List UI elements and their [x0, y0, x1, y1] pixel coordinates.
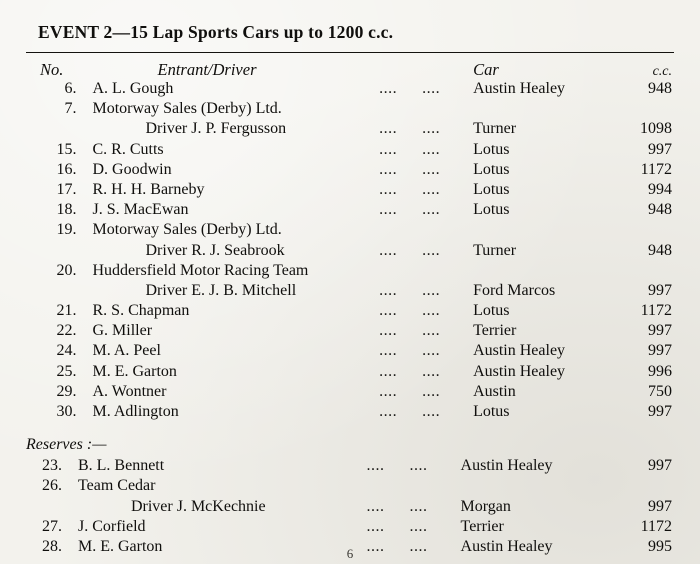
car-name: Lotus	[473, 160, 510, 178]
car-name: Terrier	[460, 517, 504, 535]
dots-filler: .... ....	[366, 517, 428, 535]
dots-filler	[367, 477, 453, 497]
dots-filler: .... ....	[379, 160, 441, 178]
entry-number: 28.	[41, 537, 62, 555]
entry-number: 17.	[56, 180, 77, 198]
engine-capacity: 948	[648, 201, 672, 219]
page-title: EVENT 2—15 Lap Sports Cars up to 1200 c.c.	[38, 22, 394, 42]
entrant-name: A. Wontner	[92, 382, 167, 400]
page-folio: 6	[346, 546, 354, 561]
engine-capacity: 1172	[640, 517, 672, 535]
car-name: Austin Healey	[473, 342, 566, 360]
engine-capacity: 997	[648, 497, 672, 515]
engine-capacity: 948	[648, 80, 672, 97]
entry-number: 24.	[56, 342, 77, 360]
table-row[interactable]	[22, 518, 678, 538]
dots-filler: .... ....	[379, 180, 441, 198]
table-header-row	[22, 60, 678, 80]
car-name: Lotus	[473, 180, 510, 198]
column-header-spacer	[379, 60, 465, 80]
car-name: Lotus	[473, 403, 510, 420]
dots-filler: .... ....	[379, 201, 441, 219]
dots-filler	[379, 262, 465, 282]
dots-filler: .... ....	[366, 537, 428, 555]
engine-capacity	[625, 221, 678, 241]
car-name	[453, 477, 622, 497]
dots-filler: .... ....	[379, 382, 441, 400]
table-row[interactable]	[22, 161, 678, 181]
table-row[interactable]	[22, 201, 678, 221]
entrant-name: M. E. Garton	[92, 362, 177, 380]
entrant-name: Huddersfield Motor Racing Team	[92, 261, 309, 279]
table-row[interactable]	[22, 322, 678, 342]
engine-capacity: 996	[648, 362, 672, 380]
dots-filler: .... ....	[379, 362, 441, 380]
engine-capacity: 997	[648, 457, 672, 475]
entry-number-continuation	[22, 242, 88, 262]
dots-filler: .... ....	[379, 241, 441, 259]
entrant-name: A. L. Gough	[92, 80, 174, 97]
dots-filler: .... ....	[379, 342, 441, 360]
table-row[interactable]	[22, 363, 678, 383]
entry-number: 15.	[56, 140, 77, 158]
entries-table	[22, 60, 678, 423]
entrant-name: J. S. MacEwan	[92, 201, 189, 219]
dots-filler: .... ....	[366, 497, 428, 515]
entrant-name: J. Corfield	[77, 517, 146, 535]
table-row[interactable]	[22, 100, 678, 120]
table-row[interactable]	[22, 141, 678, 161]
entrant-name: B. L. Bennett	[77, 457, 165, 475]
dots-filler: .... ....	[379, 281, 441, 299]
engine-capacity: 997	[648, 140, 672, 158]
entry-number: 27.	[41, 517, 62, 535]
table-row[interactable]	[22, 262, 678, 282]
dots-filler: .... ....	[379, 80, 441, 97]
entrant-name: M. E. Garton	[77, 537, 163, 555]
entry-number: 6.	[64, 80, 77, 97]
dots-filler: .... ....	[379, 322, 441, 340]
car-name: Austin Healey	[460, 537, 553, 555]
car-name: Austin Healey	[473, 362, 566, 380]
engine-capacity: 997	[648, 322, 672, 340]
entry-number: 22.	[56, 322, 77, 340]
engine-capacity: 1172	[640, 160, 672, 178]
engine-capacity: 1098	[640, 120, 672, 138]
column-header-entrant-driver: Entrant/Driver	[157, 60, 257, 79]
column-header-no: No.	[40, 60, 64, 79]
car-name: Austin Healey	[473, 80, 566, 97]
engine-capacity: 994	[648, 180, 672, 198]
dots-filler: .... ....	[379, 140, 441, 158]
engine-capacity: 948	[648, 241, 672, 259]
reserves-body	[22, 457, 678, 558]
engine-capacity: 995	[648, 537, 672, 555]
entry-number-continuation	[22, 498, 73, 518]
car-name: Morgan	[460, 497, 511, 515]
reserves-table	[22, 457, 678, 558]
entry-number: 25.	[56, 362, 77, 380]
dots-filler	[379, 100, 465, 120]
entrant-name: D. Goodwin	[92, 160, 172, 178]
entry-number: 19.	[56, 221, 77, 239]
entry-number: 20.	[56, 261, 77, 279]
reserves-heading: Reserves :—	[26, 436, 107, 454]
table-row-driver[interactable]	[22, 498, 678, 518]
driver-name: Driver R. J. Seabrook	[145, 241, 285, 259]
car-name	[465, 100, 625, 120]
entrant-name: C. R. Cutts	[92, 140, 164, 158]
car-name: Lotus	[473, 201, 510, 219]
table-row[interactable]	[22, 457, 678, 477]
entry-number: 23.	[41, 457, 62, 475]
entry-number: 18.	[56, 201, 77, 219]
car-name: Austin	[473, 382, 516, 400]
entry-number-continuation	[22, 282, 88, 302]
dots-filler	[379, 221, 465, 241]
table-row[interactable]	[22, 477, 678, 497]
entrant-name: Team Cedar	[77, 477, 156, 495]
engine-capacity: 1172	[640, 302, 672, 320]
entry-number: 7.	[64, 100, 77, 118]
engine-capacity	[625, 100, 678, 120]
table-row[interactable]	[22, 302, 678, 322]
table-row-driver[interactable]	[22, 120, 678, 140]
table-row[interactable]	[22, 80, 678, 100]
dots-filler: .... ....	[379, 403, 441, 420]
table-row-driver[interactable]	[22, 282, 678, 302]
table-row-driver[interactable]	[22, 242, 678, 262]
dots-filler: .... ....	[366, 457, 428, 475]
car-name: Lotus	[473, 302, 510, 320]
entrant-name: Motorway Sales (Derby) Ltd.	[92, 100, 282, 118]
table-row[interactable]	[22, 181, 678, 201]
engine-capacity: 997	[648, 281, 672, 299]
entry-number-continuation	[22, 120, 88, 140]
engine-capacity	[622, 477, 678, 497]
table-row[interactable]	[22, 221, 678, 241]
entrant-name: G. Miller	[92, 322, 153, 340]
engine-capacity: 997	[648, 403, 672, 420]
engine-capacity	[625, 262, 678, 282]
table-row[interactable]	[22, 383, 678, 403]
title-rule	[26, 52, 674, 53]
entry-number: 21.	[56, 302, 77, 320]
dots-filler: .... ....	[379, 302, 441, 320]
entry-number: 30.	[56, 403, 77, 420]
car-name	[465, 262, 625, 282]
engine-capacity: 750	[648, 382, 672, 400]
driver-name: Driver J. McKechnie	[130, 497, 266, 515]
entry-number: 16.	[56, 160, 77, 178]
car-name: Turner	[473, 120, 517, 138]
table-row[interactable]	[22, 403, 678, 423]
car-name: Lotus	[473, 140, 510, 158]
entries-body	[22, 80, 678, 423]
entrant-name: M. Adlington	[92, 403, 179, 420]
entry-number: 26.	[41, 477, 62, 495]
driver-name: Driver J. P. Fergusson	[145, 120, 287, 138]
entrant-name: R. H. H. Barneby	[92, 180, 205, 198]
car-name: Terrier	[473, 322, 517, 340]
column-header-cc: c.c.	[652, 64, 672, 79]
dots-filler: .... ....	[379, 120, 441, 138]
driver-name: Driver E. J. B. Mitchell	[145, 281, 297, 299]
column-header-car: Car	[473, 60, 499, 79]
car-name	[465, 221, 625, 241]
entrant-name: Motorway Sales (Derby) Ltd.	[92, 221, 282, 239]
car-name: Austin Healey	[460, 457, 553, 475]
entrant-name: M. A. Peel	[92, 342, 161, 360]
entrant-name: R. S. Chapman	[92, 302, 190, 320]
car-name: Ford Marcos	[473, 281, 556, 299]
entry-number: 29.	[56, 382, 77, 400]
table-row[interactable]	[22, 342, 678, 362]
engine-capacity: 997	[648, 342, 672, 360]
car-name: Turner	[473, 241, 517, 259]
